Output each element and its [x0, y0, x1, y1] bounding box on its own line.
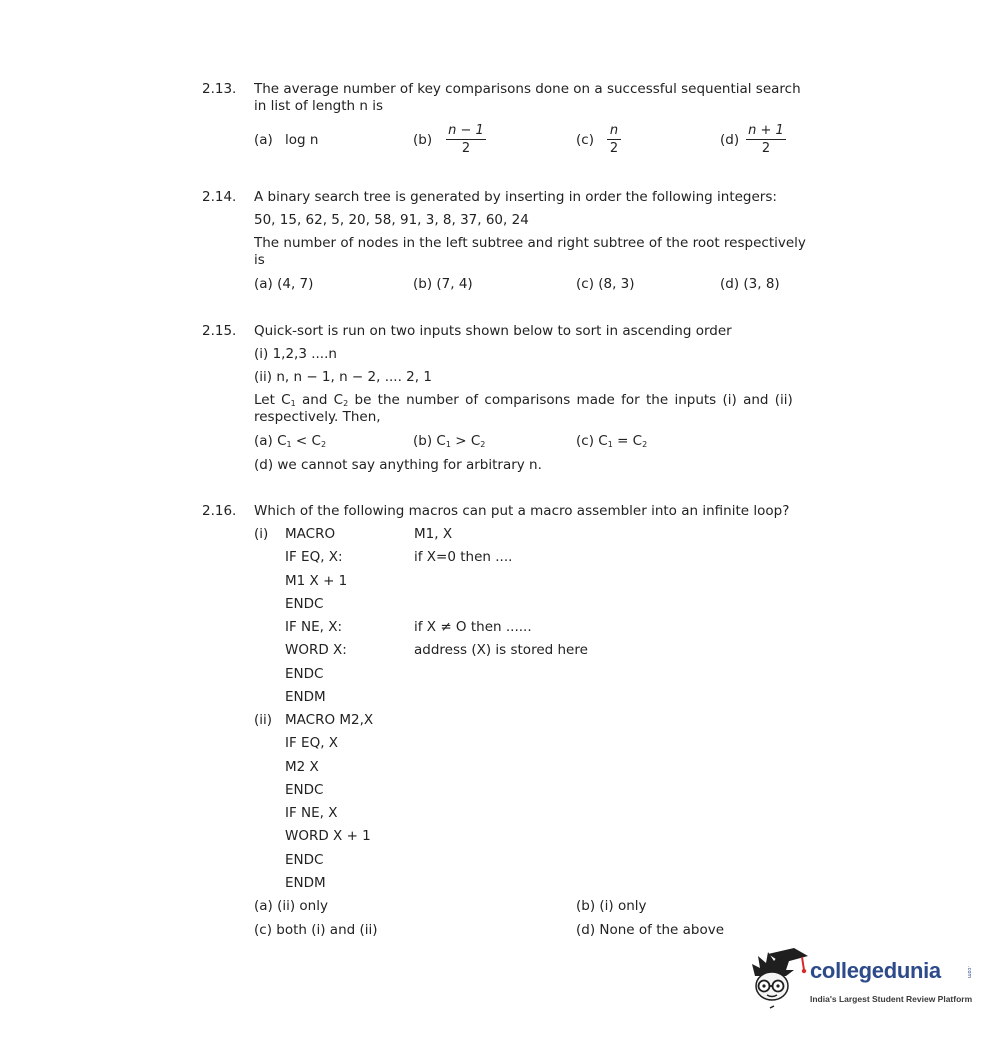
- macro-line: M1 X + 1: [285, 573, 348, 589]
- macro-line: MACRO: [285, 526, 336, 542]
- option-d: (d) None of the above: [576, 922, 725, 938]
- macro-comment: M1, X: [414, 526, 453, 542]
- macro-line: ENDM: [285, 689, 326, 705]
- macro-ii-label: (ii): [254, 712, 273, 728]
- option-a: (a) (ii) only: [254, 898, 328, 914]
- option-b: (b) (i) only: [576, 898, 647, 914]
- fraction-numerator: n: [607, 123, 621, 140]
- question-text-line: Which of the following macros can put a macro assembler into an infinite loop?: [254, 503, 790, 519]
- option-a-label: (a): [254, 132, 273, 148]
- option-c-label: (c): [576, 132, 594, 148]
- subscript: 1: [445, 440, 451, 449]
- macro-line: WORD X:: [285, 642, 347, 658]
- question-text-line: The average number of key comparisons done on a successful sequential search: [254, 81, 801, 97]
- text-fragment: < C: [291, 433, 321, 449]
- macro-i-label: (i): [254, 526, 269, 542]
- input-ii: (ii) n, n − 1, n − 2, .... 2, 1: [254, 369, 432, 385]
- fraction-denominator: 2: [609, 141, 619, 156]
- macro-line: ENDC: [285, 666, 324, 682]
- subscript: 2: [480, 440, 486, 449]
- option-d-label: (d): [720, 132, 740, 148]
- subscript: 2: [320, 440, 327, 449]
- question-number: 2.16.: [202, 503, 237, 519]
- question-text-line: A binary search tree is generated by inserting in order the following integers:: [254, 189, 777, 205]
- question-text-line: in list of length n is: [254, 98, 383, 114]
- brand-domain: .com: [966, 966, 972, 979]
- macro-line: M2 X: [285, 759, 319, 775]
- macro-comment: if X=0 then ....: [414, 549, 513, 565]
- text-fragment: and C: [295, 392, 344, 408]
- option-c: (c) (8, 3): [576, 276, 635, 292]
- fraction-denominator: 2: [461, 141, 471, 156]
- question-text-line: The number of nodes in the left subtree and right subtree of the root respectively: [254, 235, 806, 251]
- macro-comment: address (X) is stored here: [414, 642, 588, 658]
- option-a: [254, 433, 326, 449]
- input-i: (i) 1,2,3 ....n: [254, 346, 337, 362]
- text-fragment: (b) C: [413, 433, 446, 449]
- macro-line: ENDM: [285, 875, 326, 891]
- option-b: [413, 433, 485, 449]
- macro-comment: if X ≠ O then ......: [414, 619, 532, 635]
- macro-line: IF NE, X: [285, 805, 338, 821]
- brand-tagline: India's Largest Student Review Platform: [810, 994, 973, 1004]
- text-fragment: Let C: [254, 392, 291, 408]
- option-b-label: (b): [413, 132, 433, 148]
- subscript: 1: [286, 440, 292, 449]
- text-fragment: = C: [612, 433, 643, 449]
- subscript: 1: [290, 399, 296, 408]
- macro-line: ENDC: [285, 852, 324, 868]
- question-number: 2.13.: [202, 81, 237, 97]
- macro-line: IF NE, X:: [285, 619, 343, 635]
- question-text-line: Quick-sort is run on two inputs shown below to sort in ascending order: [254, 323, 732, 339]
- brand-name: collegedunia: [810, 958, 941, 983]
- option-d: (d) (3, 8): [720, 276, 780, 292]
- macro-line: WORD X + 1: [285, 828, 371, 844]
- option-a: (a) (4, 7): [254, 276, 314, 292]
- option-b: (b) (7, 4): [413, 276, 473, 292]
- option-c: (c) both (i) and (ii): [254, 922, 378, 938]
- option-b-fraction: [446, 123, 486, 156]
- fraction-denominator: 2: [761, 141, 771, 156]
- question-text-line: is: [254, 252, 265, 268]
- subscript: 1: [607, 440, 613, 449]
- option-c-fraction: [607, 123, 621, 156]
- option-d: (d) we cannot say anything for arbitrary n.: [254, 457, 542, 473]
- subscript: 2: [642, 440, 648, 449]
- question-text-line: respectively. Then,: [254, 409, 381, 425]
- macro-line: MACRO M2,X: [285, 712, 374, 728]
- macro-line: ENDC: [285, 782, 324, 798]
- option-c: [576, 433, 647, 449]
- option-a-text: log n: [285, 132, 319, 148]
- text-fragment: be the number of comparisons made for the inputs (i) and (ii): [348, 392, 793, 408]
- question-text-line: 50, 15, 62, 5, 20, 58, 91, 3, 8, 37, 60, 24: [254, 212, 529, 228]
- text-fragment: (a) C: [254, 433, 287, 449]
- macro-line: IF EQ, X: [285, 735, 339, 751]
- option-d-fraction: [746, 123, 786, 156]
- fraction-numerator: n + 1: [746, 123, 786, 140]
- subscript: 2: [343, 399, 349, 408]
- text-fragment: > C: [450, 433, 481, 449]
- fraction-numerator: n − 1: [446, 123, 486, 140]
- text-fragment: (c) C: [576, 433, 608, 449]
- question-number: 2.15.: [202, 323, 237, 339]
- macro-line: ENDC: [285, 596, 324, 612]
- question-text-line: [254, 392, 793, 408]
- question-number: 2.14.: [202, 189, 237, 205]
- macro-line: IF EQ, X:: [285, 549, 343, 565]
